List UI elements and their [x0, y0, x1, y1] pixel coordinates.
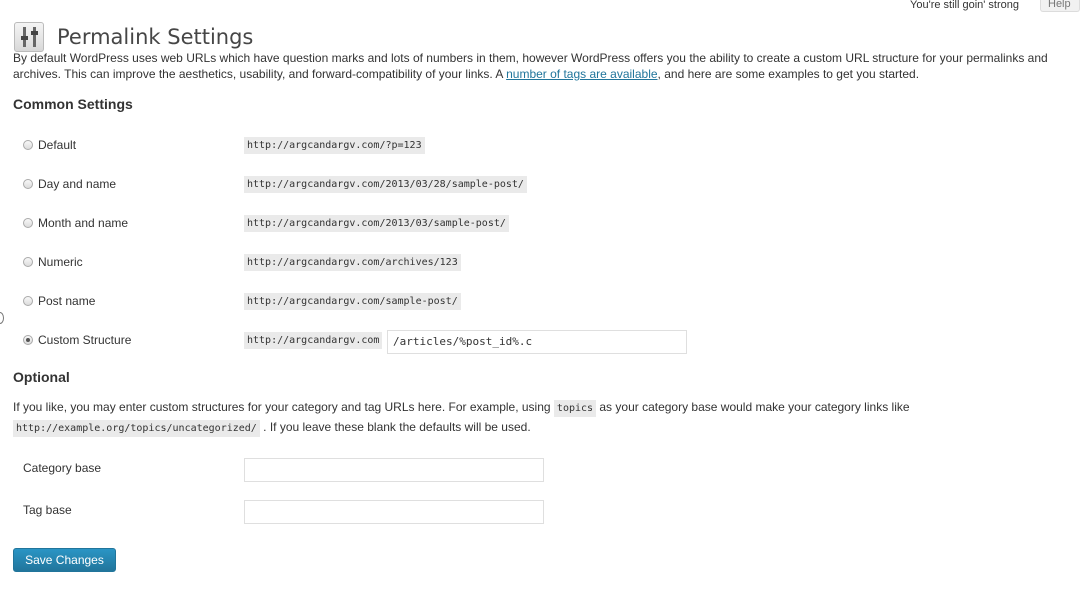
optional-text: as your category base would make your category links like — [596, 400, 910, 414]
option-label: Month and name — [38, 216, 129, 230]
month-and-name-radio[interactable] — [23, 218, 33, 228]
intro-paragraph — [13, 50, 1073, 82]
common-settings-heading: Common Settings — [13, 96, 133, 112]
example-category-url: http://example.org/topics/uncategorized/ — [13, 420, 260, 437]
custom-structure-prefix: http://argcandargv.com — [244, 332, 382, 349]
save-changes-button[interactable]: Save Changes — [13, 548, 116, 572]
option-post-name[interactable] — [23, 290, 95, 312]
default-radio[interactable] — [23, 140, 33, 150]
example-url: http://argcandargv.com/archives/123 — [244, 254, 461, 271]
top-right-bar — [910, 0, 1080, 12]
option-numeric[interactable] — [23, 251, 83, 273]
optional-text: . If you leave these blank the defaults will be used. — [259, 420, 531, 434]
intro-text-end: , and here are some examples to get you started. — [657, 67, 920, 81]
optional-heading: Optional — [13, 369, 70, 385]
help-tab-button[interactable]: Help — [1040, 0, 1080, 12]
example-url: http://argcandargv.com/?p=123 — [244, 137, 425, 154]
option-day-and-name[interactable] — [23, 173, 116, 195]
day-and-name-radio[interactable] — [23, 179, 33, 189]
status-message: You're still goin' strong — [910, 0, 1019, 11]
optional-description — [13, 398, 1073, 438]
settings-sliders-icon — [14, 22, 44, 52]
collapse-handle — [0, 312, 4, 324]
option-custom-structure[interactable] — [23, 329, 131, 351]
example-url: http://argcandargv.com/2013/03/28/sample-post/ — [244, 176, 527, 193]
tag-base-input[interactable] — [244, 500, 544, 524]
option-label: Numeric — [38, 255, 83, 269]
custom-structure-input[interactable]: /articles/%post_id%.c — [387, 330, 687, 354]
tags-help-link[interactable]: number of tags are available — [506, 67, 658, 81]
category-base-label: Category base — [23, 461, 102, 475]
custom-structure-radio[interactable] — [23, 335, 33, 345]
option-label: Default — [38, 138, 77, 152]
example-url: http://argcandargv.com/sample-post/ — [244, 293, 461, 310]
post-name-radio[interactable] — [23, 296, 33, 306]
page-title: Permalink Settings — [57, 25, 254, 50]
option-label: Custom Structure — [38, 333, 132, 347]
example-url: http://argcandargv.com/2013/03/sample-post/ — [244, 215, 509, 232]
tag-base-label: Tag base — [23, 503, 72, 517]
option-default[interactable] — [23, 134, 76, 156]
option-label: Post name — [38, 294, 96, 308]
optional-text: If you like, you may enter custom structures for your category and tag URLs here. For example, using — [13, 400, 554, 414]
intro-text: By default WordPress uses web URLs which have question marks and lots of numbers in them, however WordPress offers you the ability to create a custom URL structure for your permalinks and archives. This can improve the aesthetics, usability, and forward-compatibility of your links. A — [13, 51, 1048, 81]
numeric-radio[interactable] — [23, 257, 33, 267]
option-month-and-name[interactable] — [23, 212, 128, 234]
category-base-input[interactable] — [244, 458, 544, 482]
topics-code: topics — [554, 400, 596, 417]
option-label: Day and name — [38, 177, 117, 191]
